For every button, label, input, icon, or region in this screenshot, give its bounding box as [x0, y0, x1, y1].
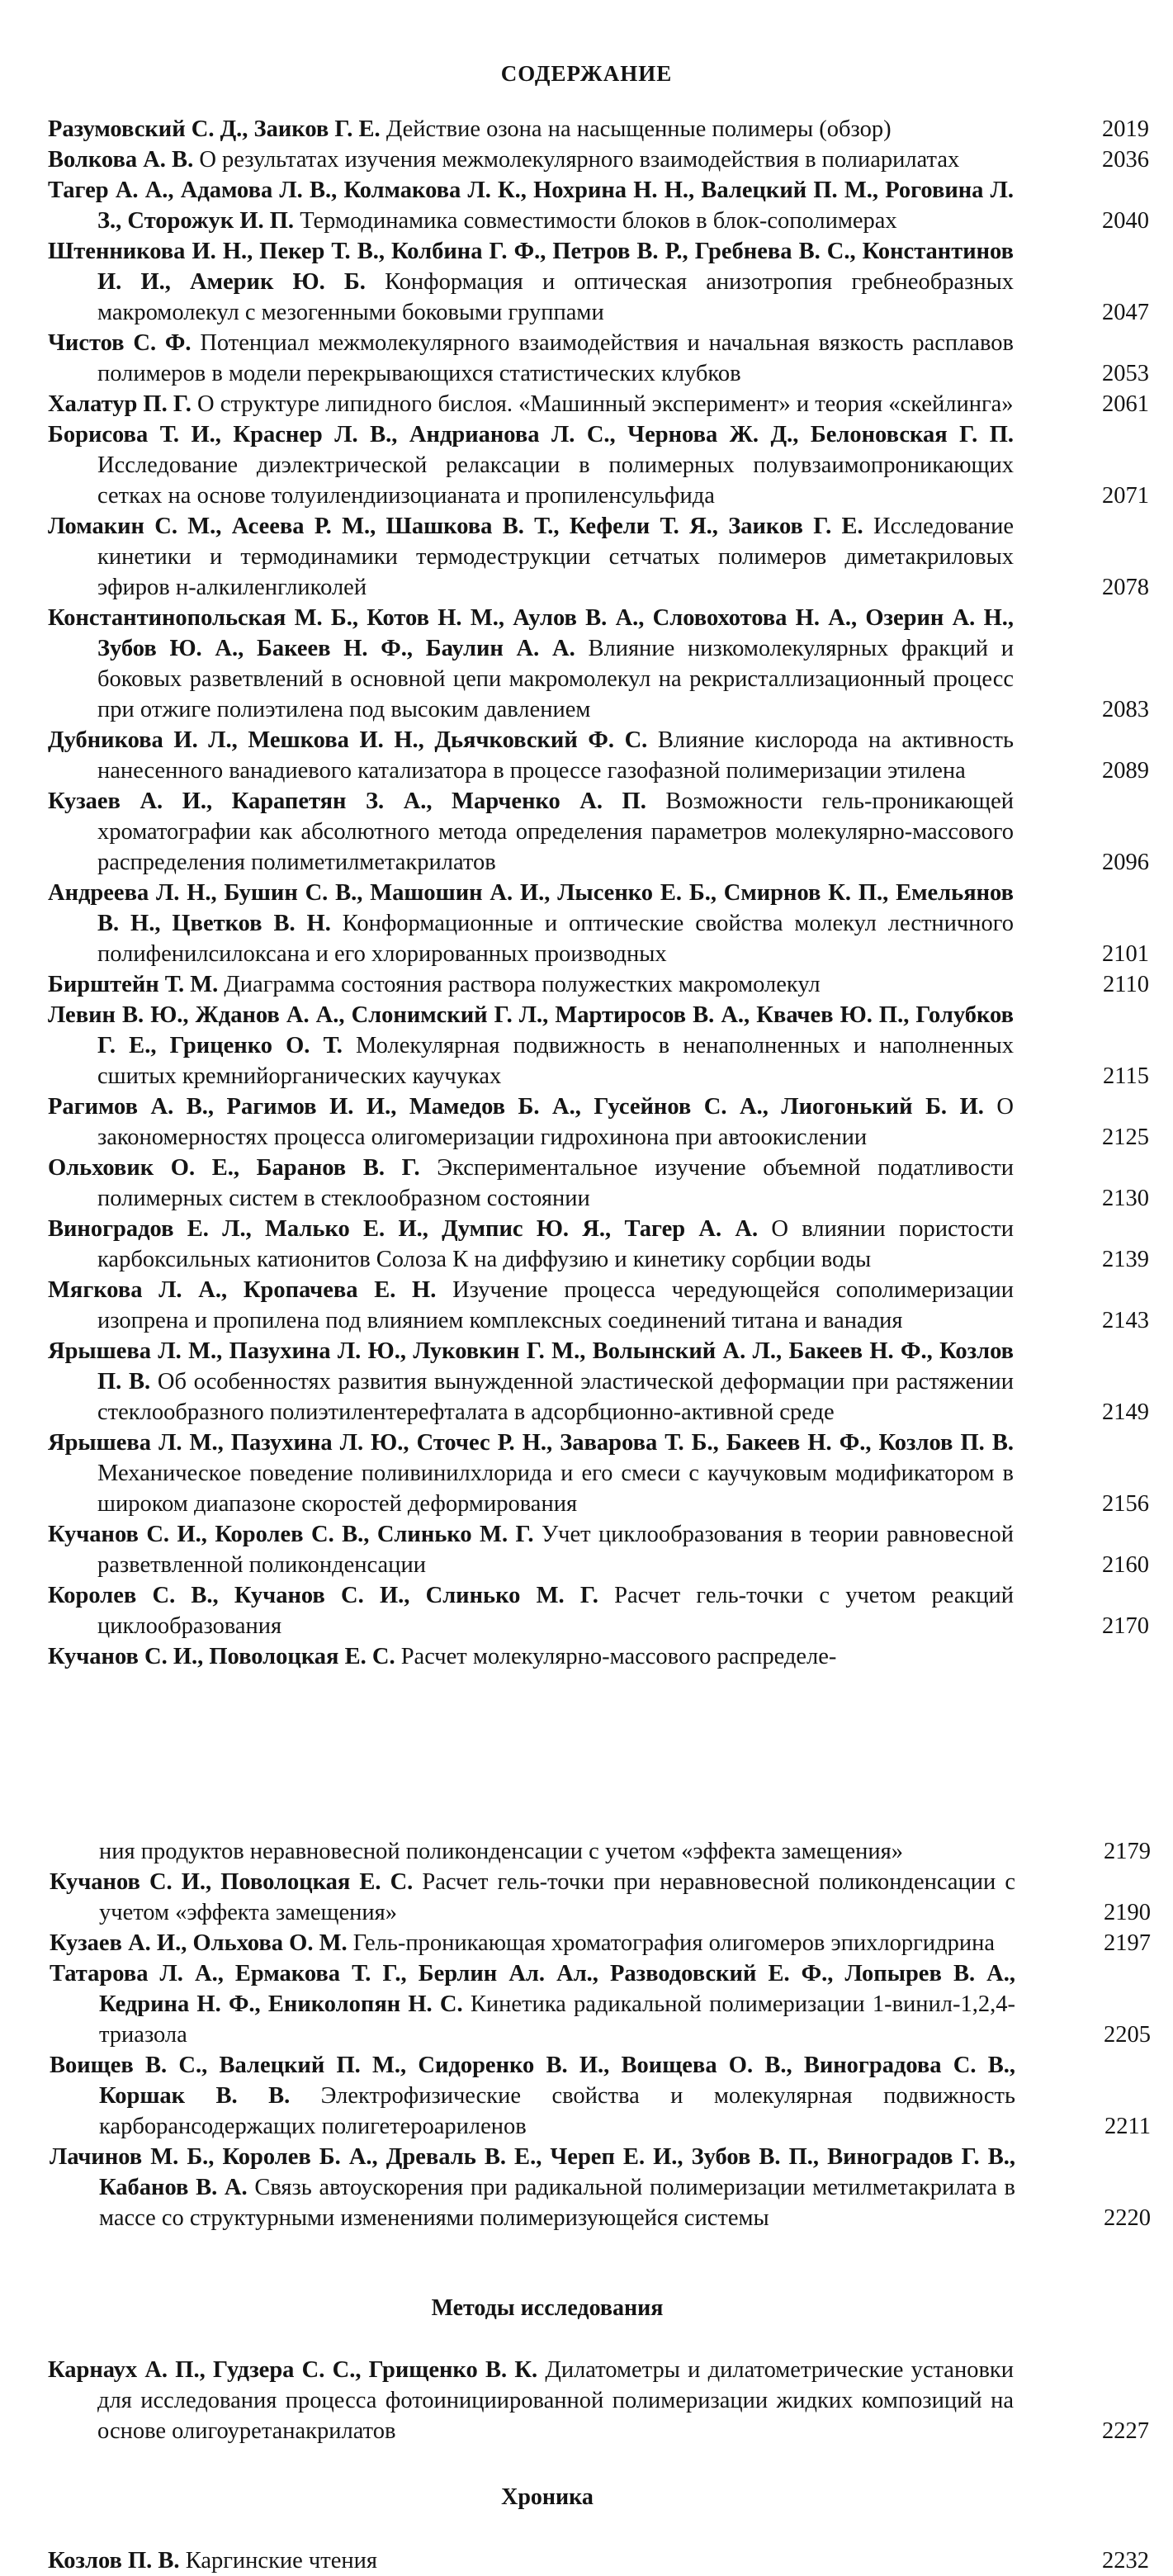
- entry-title: Исследование кинетики и термодинамики термодеструкции сетчатых полимеров диметакриловых эфиров н-алкиленгликолей: [97, 514, 1015, 600]
- entry-page-number: 2096: [1102, 850, 1149, 875]
- entry-page-number: 2053: [1102, 361, 1149, 386]
- entry-authors: Ярышева Л. М., Пазухина Л. Ю., Сточес Р. Н., Заварова Т. Б., Бакеев Н. Ф., Козлов П. В.: [48, 1430, 1014, 1456]
- entry-title: Возможности гель-проникающей хроматографии как абсолютного метода определения параметров молекулярно-массового распределения полиметилметакрилатов: [97, 788, 1014, 875]
- contents-entry: [50, 2050, 1151, 2142]
- contents-entry: [50, 2142, 1151, 2233]
- contents-sections: [48, 2295, 1149, 2576]
- contents-entry: [48, 114, 1149, 144]
- entry-authors: Козлов П. В.: [48, 2548, 180, 2574]
- contents-list-main: [48, 114, 1149, 1672]
- contents-entry: [48, 786, 1149, 878]
- contents-entry: [48, 1091, 1149, 1153]
- entry-page-number: 2205: [1104, 2022, 1151, 2048]
- contents-entry: [48, 1428, 1149, 1519]
- contents-entry: [48, 603, 1149, 725]
- contents-entry: [48, 1153, 1149, 1214]
- entry-page-number: 2019: [1102, 116, 1149, 142]
- entry-title: О результатах изучения межмолекулярного взаимодействия в полиарилатах: [199, 147, 960, 173]
- entry-title: Расчет гель-точки при неравновесной поликонденсации с учетом «эффекта замещения»: [99, 1869, 1015, 1925]
- entry-page-number: 2130: [1102, 1186, 1149, 1211]
- entry-title: Термодинамика совместимости блоков в блок-сополимерах: [300, 208, 897, 234]
- contents-list-continued: [50, 1836, 1151, 2233]
- continuation-entry: [50, 1836, 1151, 1867]
- contents-entry: [48, 2355, 1149, 2446]
- entry-authors: Штенникова И. Н., Пекер Т. В., Колбина Г. Ф., Петров В. Р., Гребнева В. С., Константинов И. И., Америк Ю. Б.: [48, 239, 1014, 295]
- entry-page-number: 2227: [1102, 2418, 1149, 2444]
- entry-authors: Кучанов С. И., Поволоцкая Е. С.: [48, 1644, 395, 1669]
- entry-title: Каргинские чтения: [185, 2548, 377, 2574]
- entry-title: Учет циклообразования в теории равновесной разветвленной поликонденсации: [97, 1522, 1014, 1578]
- entry-title: ния продуктов неравновесной поликонденсации с учетом «эффекта замещения»: [99, 1839, 903, 1864]
- entry-authors: Виноградов Е. Л., Малько Е. И., Думпис Ю. Я., Тагер А. А.: [48, 1216, 759, 1242]
- entry-authors: Ольховик О. Е., Баранов В. Г.: [48, 1155, 420, 1181]
- entry-title: Об особенностях развития вынужденной эластической деформации при растяжении стеклообразного полиэтилентерефталата в адсорбционно-активной среде: [97, 1369, 1015, 1425]
- entry-page-number: 2071: [1102, 483, 1149, 509]
- entry-page-number: 2179: [1104, 1839, 1151, 1864]
- entry-authors: Мягкова Л. А., Кропачева Е. Н.: [48, 1277, 437, 1303]
- entry-title: Диаграмма состояния раствора полужестких макромолекул: [224, 972, 821, 997]
- entry-page-number: 2089: [1102, 758, 1149, 784]
- entry-authors: Разумовский С. Д., Заиков Г. Е.: [48, 116, 381, 142]
- entry-title: О структуре липидного бислоя. «Машинный эксперимент» и теория «скейлинга»: [197, 391, 1014, 417]
- entry-authors: Ярышева Л. М., Пазухина Л. Ю., Луковкин Г. М., Волынский А. Л., Бакеев Н. Ф., Козлов П. В.: [48, 1338, 1014, 1395]
- entry-page-number: 2040: [1102, 208, 1149, 234]
- entry-authors: Кучанов С. И., Королев С. В., Слинько М. Г.: [48, 1522, 534, 1547]
- entry-title: Потенциал межмолекулярного взаимодействия и начальная вязкость расплавов полимеров в модели перекрывающихся статистических клубков: [97, 330, 1015, 386]
- entry-title: Связь автоускорения при радикальной полимеризации метилметакрилата в массе со структурными изменениями полимеризующейся системы: [99, 2175, 1015, 2231]
- entry-authors: Кузаев А. И., Ольхова О. М.: [50, 1930, 348, 1956]
- contents-entry: [50, 1867, 1151, 1928]
- entry-authors: Лачинов М. Б., Королев Б. А., Древаль В. Е., Череп Е. И., Зубов В. П., Виноградов Г. В., Кабанов В. А.: [50, 2144, 1015, 2200]
- entry-authors: Карнаух А. П., Гудзера С. С., Грищенко В. К.: [48, 2357, 538, 2383]
- contents-entry: [48, 1275, 1149, 1336]
- entry-authors: Кучанов С. И., Поволоцкая Е. С.: [50, 1869, 414, 1895]
- contents-entry: [48, 1000, 1149, 1091]
- contents-entry: [48, 389, 1149, 419]
- contents-entry: [48, 1641, 1047, 1672]
- entry-authors: Андреева Л. Н., Бушин С. В., Машошин А. И., Лысенко Е. Б., Смирнов К. П., Емельянов В. Н., Цветков В. Н.: [48, 880, 1014, 936]
- entry-authors: Королев С. В., Кучанов С. И., Слинько М. Г.: [48, 1583, 598, 1608]
- entry-page-number: 2115: [1103, 1063, 1149, 1089]
- entry-authors: Халатур П. Г.: [48, 391, 192, 417]
- entry-authors: Чистов С. Ф.: [48, 330, 192, 356]
- contents-entry: [48, 511, 1149, 603]
- entry-authors: Рагимов А. В., Рагимов И. И., Мамедов Б. А., Гусейнов С. А., Лиогонький Б. И.: [48, 1094, 984, 1120]
- entry-authors: Ломакин С. М., Асеева Р. М., Шашкова В. Т., Кефели Т. Я., Заиков Г. Е.: [48, 514, 863, 539]
- entry-title: Дилатометры и дилатометрические установки для исследования процесса фотоинициированной полимеризации жидких композиций на основе олигоуретанакрилатов: [97, 2357, 1015, 2444]
- entry-title: Исследование диэлектрической релаксации в полимерных полувзаимопроникающих сетках на основе толуилендиизоцианата и пропиленсульфида: [97, 452, 1014, 509]
- entry-page-number: 2078: [1102, 575, 1149, 600]
- entry-authors: Дубникова И. Л., Мешкова И. Н., Дьячковский Ф. С.: [48, 727, 648, 753]
- contents-entry: [48, 144, 1149, 175]
- contents-entry: [48, 969, 1149, 1000]
- entry-title: Кинетика радикальной полимеризации 1-винил-1,2,4-триазола: [99, 1991, 1016, 2048]
- entry-page-number: 2036: [1102, 147, 1149, 173]
- entry-title: Влияние кислорода на активность нанесенного ванадиевого катализатора в процессе газофазной полимеризации этилена: [97, 727, 1015, 784]
- section-heading-methods: Методы исследования: [431, 2295, 664, 2321]
- contents-list-b: [50, 1867, 1151, 2233]
- entry-page-number: 2160: [1102, 1552, 1149, 1578]
- entry-authors: Тагер А. А., Адамова Л. В., Колмакова Л. К., Нохрина Н. Н., Валецкий П. М., Роговина Л. З., Сторожук И. П.: [48, 178, 1014, 234]
- entry-title: Изучение процесса чередующейся сополимеризации изопрена и пропилена под влиянием комплексных соединений титана и ванадия: [97, 1277, 1014, 1333]
- contents-entry: [48, 419, 1149, 511]
- contents-entry: [48, 878, 1149, 969]
- entry-page-number: 2197: [1104, 1930, 1151, 1956]
- entry-page-number: 2139: [1102, 1247, 1149, 1272]
- entry-page-number: 2220: [1104, 2205, 1151, 2231]
- entry-authors: Волкова А. В.: [48, 147, 194, 173]
- contents-entry: [48, 328, 1149, 389]
- contents-entry: [48, 175, 1149, 236]
- entry-page-number: 2125: [1102, 1125, 1149, 1150]
- entry-page-number: 2156: [1102, 1491, 1149, 1517]
- entry-title: Гель-проникающая хроматография олигомеров эпихлоргидрина: [352, 1930, 996, 1956]
- contents-entry: [50, 1928, 1151, 1958]
- entry-title: Молекулярная подвижность в ненаполненных и наполненных сшитых кремнийорганических каучуках: [97, 1033, 1015, 1089]
- entry-page-number: 2143: [1102, 1308, 1149, 1333]
- entry-authors: Константинопольская М. Б., Котов Н. М., Аулов В. А., Словохотова Н. А., Озерин А. Н., Зубов Ю. А., Бакеев Н. Ф., Баулин А. А.: [48, 605, 1014, 661]
- entry-title: Механическое поведение поливинилхлорида и его смеси с каучуковым модификатором в широком диапазоне скоростей деформирования: [97, 1461, 1014, 1517]
- contents-heading: СОДЕРЖАНИЕ: [500, 61, 673, 86]
- entry-page-number: 2170: [1102, 1613, 1149, 1639]
- entry-authors: Татарова Л. А., Ермакова Т. Г., Берлин Ал. Ал., Разводовский Е. Ф., Лопырев В. А., Кедрина Н. Ф., Ениколопян Н. С.: [50, 1961, 1015, 2017]
- contents-entry: [50, 1958, 1151, 2050]
- chronicle-list: [48, 2545, 1149, 2576]
- contents-entry: [48, 1214, 1149, 1275]
- entry-authors: Борисова Т. И., Краснер Л. В., Андрианова Л. С., Чернова Ж. Д., Белоновская Г. П.: [48, 422, 1014, 447]
- entry-page-number: 2149: [1102, 1399, 1149, 1425]
- contents-entry: [48, 1580, 1149, 1641]
- entry-title: Расчет гель-точки с учетом реакций циклообразования: [97, 1583, 1014, 1639]
- entry-title: Конформационные и оптические свойства молекул лестничного полифенилсилоксана и его хлорированных производных: [97, 911, 1014, 967]
- entry-title: Влияние низкомолекулярных фракций и боковых разветвлений в основной цепи макромолекул на рекристаллизационный процесс при отжиге полиэтилена под высоким давлением: [97, 636, 1015, 722]
- contents-entry: [48, 2545, 1149, 2576]
- entry-title: Конформация и оптическая анизотропия гребнеобразных макромолекул с мезогенными боковыми группами: [97, 269, 1015, 325]
- entry-page-number: 2061: [1102, 391, 1149, 417]
- entry-authors: Воищев В. С., Валецкий П. М., Сидоренко В. И., Воищева О. В., Виноградова С. В., Коршак В. В.: [50, 2053, 1015, 2109]
- entry-authors: Бирштейн Т. М.: [48, 972, 219, 997]
- entry-title: Действие озона на насыщенные полимеры (обзор): [385, 116, 892, 142]
- entry-page-number: 2232: [1102, 2548, 1149, 2574]
- entry-page-number: 2083: [1102, 697, 1149, 722]
- entry-page-number: 2047: [1102, 300, 1149, 325]
- entry-authors: Кузаев А. И., Карапетян З. А., Марченко А. П.: [48, 788, 646, 814]
- entry-page-number: 2190: [1104, 1900, 1151, 1925]
- methods-list: [48, 2355, 1149, 2446]
- entry-page-number: 2101: [1102, 941, 1149, 967]
- entry-title: Экспериментальное изучение объемной податливости полимерных систем в стеклообразном состоянии: [97, 1155, 1014, 1211]
- section-heading-chronicle: Хроника: [501, 2484, 594, 2510]
- entry-title: Электрофизические свойства и молекулярная подвижность карборансодержащих полигетероариленов: [99, 2083, 1015, 2139]
- entry-title: Расчет молекулярно-массового распределе-: [400, 1644, 837, 1669]
- entry-title: О влиянии пористости карбоксильных катионитов Солоза К на диффузию и кинетику сорбции воды: [97, 1216, 1014, 1272]
- entry-title: О закономерностях процесса олигомеризации гидрохинона при автоокислении: [97, 1094, 1014, 1150]
- contents-entry: [48, 1519, 1149, 1580]
- contents-entry: [48, 236, 1149, 328]
- entry-page-number: 2110: [1103, 972, 1149, 997]
- entry-authors: Левин В. Ю., Жданов А. А., Слонимский Г. Л., Мартиросов В. А., Квачев Ю. П., Голубков Г. Е., Гриценко О. Т.: [48, 1002, 1014, 1058]
- contents-entry: [48, 725, 1149, 786]
- entry-page-number: 2211: [1104, 2114, 1151, 2139]
- contents-entry: [48, 1336, 1149, 1428]
